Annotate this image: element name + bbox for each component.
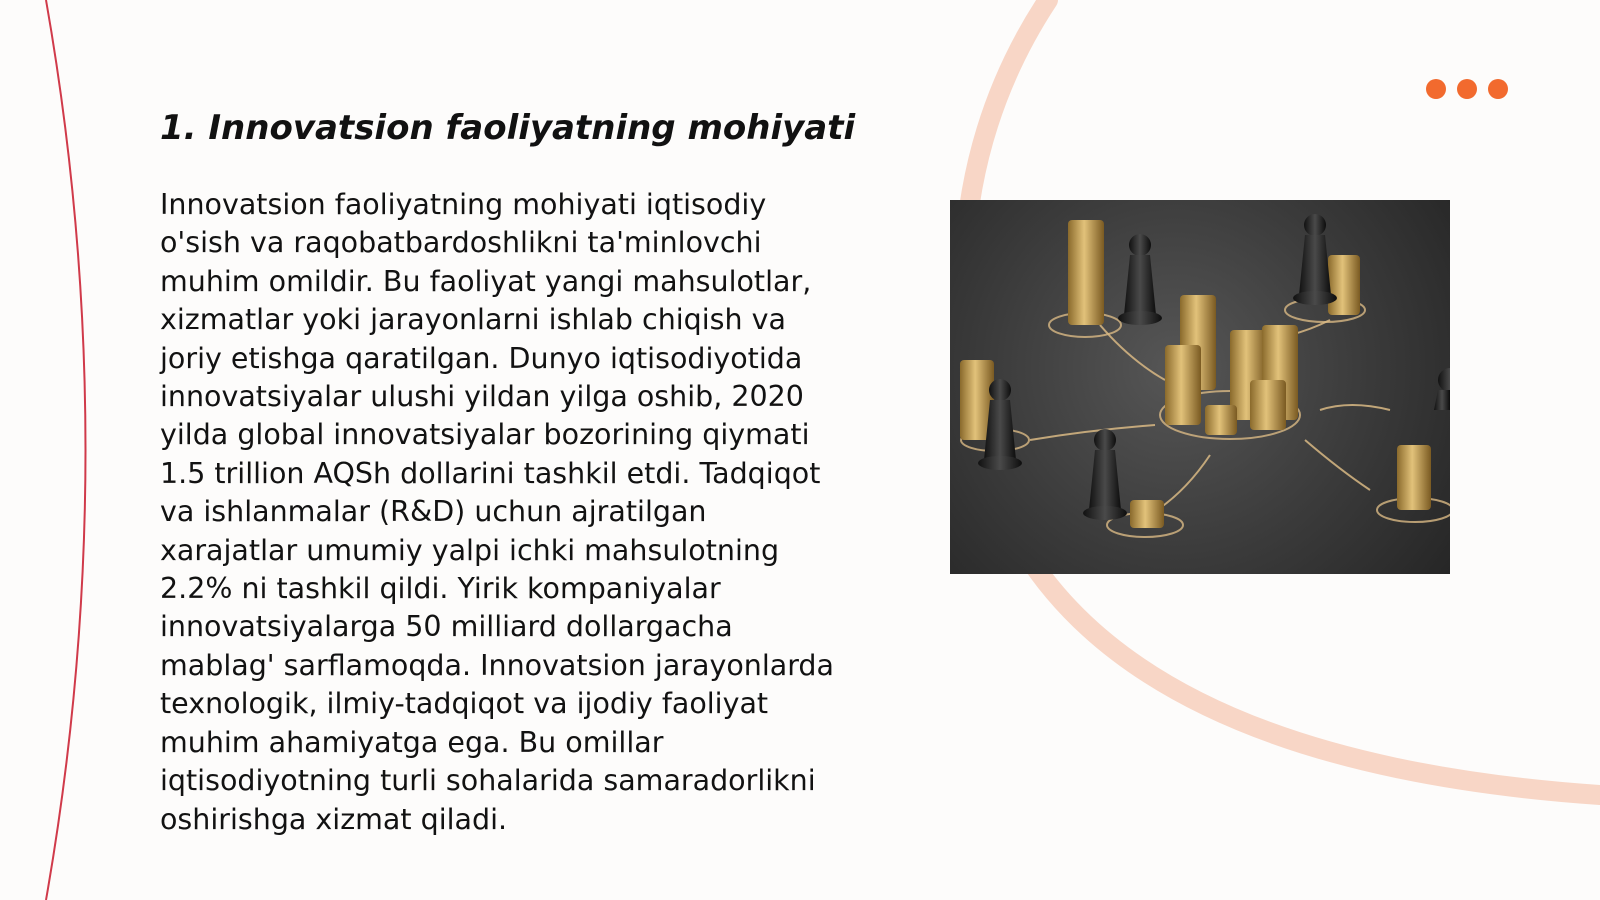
dot-1 <box>1426 79 1446 99</box>
dot-2 <box>1457 79 1477 99</box>
menu-dots-icon <box>1426 79 1508 99</box>
left-red-curve <box>46 0 86 900</box>
slide-title: 1. Innovatsion faoliyatning mohiyati <box>160 108 856 148</box>
slide-body-text: Innovatsion faoliyatning mohiyati iqtisodiy o'sish va raqobatbardoshlikni ta'minlovchi muhim omildir. Bu faoliyat yangi mahsulotlar, xizmatlar yoki jarayonlarni ishlab chiqish va joriy etishga qaratilgan. Dunyo iqtisodiyotida innovatsiyalar ulushi yildan yilga oshib, 2020 yilda global innovatsiyalar bozorining qiymati 1.5 trillion AQSh dollarini tashkil etdi. Tadqiqot va ishlanmalar (R&D) uchun ajratilgan xarajatlar umumiy yalpi ichki mahsulotning 2.2% ni tashkil qildi. Yirik kompaniyalar innovatsiyalarga 50 milliard dollargacha mablag' sarflamoqda. Innovatsion jarayonlarda texnologik, ilmiy-tadqiqot va ijodiy faoliyat muhim ahamiyatga ega. Bu omillar iqtisodiyotning turli sohalarida samaradorlikni oshirishga xizmat qiladi. <box>160 188 834 836</box>
photo-illustration <box>950 200 1450 574</box>
dot-3 <box>1488 79 1508 99</box>
coins-and-chess-pawns-network-photo <box>950 200 1450 574</box>
